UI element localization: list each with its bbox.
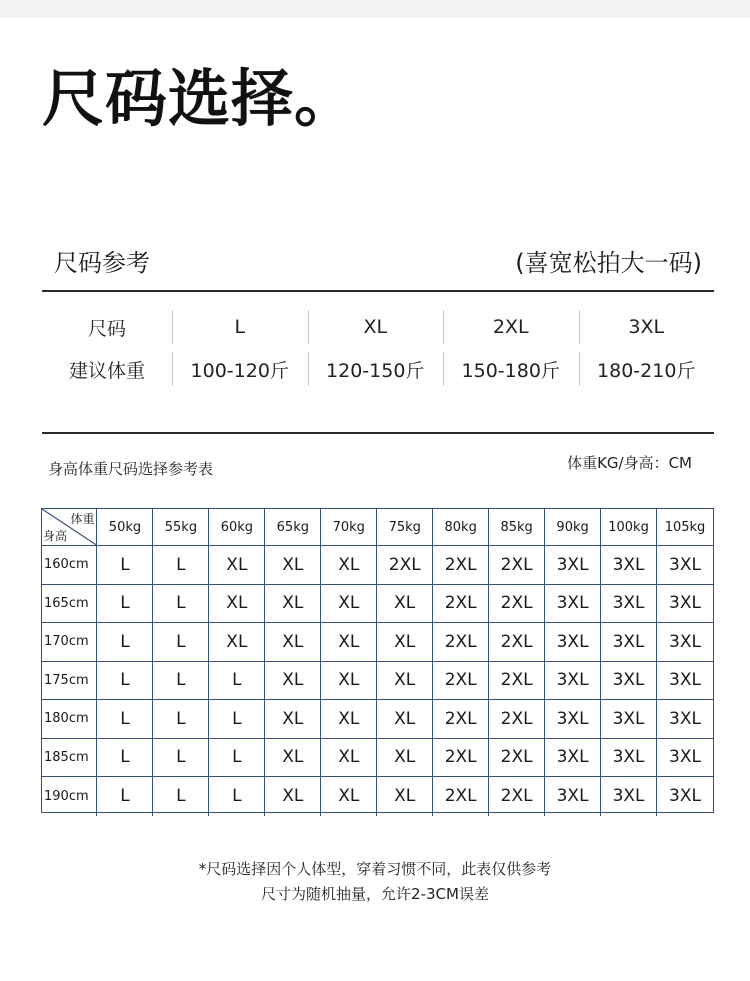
- size-cell: 3XL: [669, 631, 701, 652]
- weight-header-cell: 105kg: [664, 519, 706, 535]
- weight-header-cell: 60kg: [209, 509, 265, 545]
- size-cell: L: [153, 546, 209, 584]
- size-label: 尺码: [87, 317, 126, 340]
- size-cell: 2XL: [433, 777, 489, 816]
- size-cell: 2XL: [489, 739, 545, 777]
- size-cell: 3XL: [601, 546, 657, 584]
- size-cell: L: [97, 623, 153, 661]
- size-cell: 2XL: [489, 700, 545, 738]
- size-reference-table: [42, 306, 714, 390]
- size-cell: 3XL: [601, 700, 657, 738]
- weight-value: 150-180斤: [443, 348, 579, 390]
- table-row: [42, 739, 713, 778]
- footnote-2: 尺寸为随机抽量，允许2-3CM误差: [261, 885, 489, 903]
- size-cell: L: [97, 585, 153, 623]
- size-cell: 3XL: [545, 777, 601, 816]
- height-cell: 160cm: [42, 546, 97, 584]
- size-chart-grid: [41, 508, 714, 813]
- size-cell: XL: [321, 623, 377, 661]
- divider-top: [42, 290, 714, 292]
- size-cell: XL: [265, 585, 321, 623]
- size-reference-note: (喜宽松拍大一码): [515, 249, 702, 277]
- weight-header-cell: 55kg: [153, 509, 209, 545]
- height-cell: 190cm: [42, 777, 97, 816]
- weight-header-cell: 75kg: [377, 509, 433, 545]
- size-value: L: [172, 306, 308, 348]
- size-cell: 3XL: [545, 739, 601, 777]
- size-cell: 2XL: [433, 585, 489, 623]
- size-cell: XL: [209, 623, 265, 661]
- height-cell: 180cm: [42, 700, 97, 738]
- size-cell: 3XL: [601, 585, 657, 623]
- size-cell: L: [153, 662, 209, 700]
- size-cell: XL: [377, 623, 433, 661]
- size-cell: L: [97, 700, 153, 738]
- height-cell: 165cm: [42, 585, 97, 623]
- grid-corner-cell: [42, 509, 97, 545]
- weight-header-cell: 90kg: [545, 509, 601, 545]
- size-cell: XL: [265, 662, 321, 700]
- size-value: XL: [308, 306, 444, 348]
- size-cell: L: [97, 777, 153, 816]
- size-cell: XL: [377, 700, 433, 738]
- size-cell: XL: [265, 623, 321, 661]
- size-cell: XL: [321, 662, 377, 700]
- size-cell: L: [209, 777, 265, 816]
- height-cell: 185cm: [42, 739, 97, 777]
- size-cell: L: [97, 546, 153, 584]
- size-cell: L: [97, 739, 153, 777]
- height-cell: 175cm: [42, 662, 97, 700]
- size-cell: 2XL: [433, 700, 489, 738]
- size-cell: 2XL: [433, 546, 489, 584]
- size-cell: L: [153, 623, 209, 661]
- size-cell: 3XL: [545, 623, 601, 661]
- weight-label: 建议体重: [68, 359, 145, 382]
- size-cell: 3XL: [601, 623, 657, 661]
- size-cell: XL: [321, 739, 377, 777]
- chart-caption: 身高体重尺码选择参考表: [48, 460, 214, 478]
- corner-weight-label: 体重: [70, 512, 95, 526]
- size-cell: L: [153, 777, 209, 816]
- size-cell: 2XL: [433, 662, 489, 700]
- size-row: [42, 306, 714, 348]
- size-cell: 3XL: [545, 700, 601, 738]
- size-cell: XL: [265, 777, 321, 816]
- size-reference-heading: 尺码参考: [54, 249, 150, 277]
- size-cell: L: [153, 585, 209, 623]
- top-band: [0, 0, 750, 18]
- size-cell: 3XL: [545, 585, 601, 623]
- weight-header-cell: 100kg: [601, 509, 657, 545]
- size-cell: L: [153, 700, 209, 738]
- size-cell: XL: [377, 739, 433, 777]
- size-cell: 3XL: [545, 546, 601, 584]
- table-row: [42, 777, 713, 816]
- size-cell: 2XL: [433, 623, 489, 661]
- table-row: [42, 546, 713, 585]
- table-row: [42, 585, 713, 624]
- size-cell: XL: [321, 700, 377, 738]
- size-cell: L: [209, 739, 265, 777]
- size-cell: 2XL: [489, 623, 545, 661]
- size-cell: 3XL: [669, 670, 701, 691]
- size-cell: 3XL: [669, 708, 701, 729]
- chart-unit: 体重KG/身高：CM: [567, 454, 692, 472]
- size-cell: 3XL: [545, 662, 601, 700]
- size-value: 2XL: [443, 306, 579, 348]
- size-cell: 3XL: [601, 662, 657, 700]
- size-cell: XL: [377, 662, 433, 700]
- weight-value: 100-120斤: [172, 348, 308, 390]
- size-cell: 2XL: [489, 777, 545, 816]
- divider-bottom: [42, 432, 714, 434]
- size-cell: XL: [321, 585, 377, 623]
- size-cell: XL: [321, 546, 377, 584]
- size-cell: 3XL: [669, 593, 701, 614]
- weight-header-cell: 50kg: [97, 509, 153, 545]
- size-cell: XL: [209, 585, 265, 623]
- weight-header-cell: 80kg: [433, 509, 489, 545]
- table-row: [42, 662, 713, 701]
- weight-value: 180-210斤: [579, 348, 715, 390]
- size-cell: L: [153, 739, 209, 777]
- size-cell: L: [209, 700, 265, 738]
- size-cell: 2XL: [489, 662, 545, 700]
- size-cell: XL: [265, 739, 321, 777]
- weight-value: 120-150斤: [308, 348, 444, 390]
- table-row: [42, 700, 713, 739]
- size-cell: 2XL: [377, 546, 433, 584]
- height-cell: 170cm: [42, 623, 97, 661]
- weight-row: [42, 348, 714, 390]
- weight-header-cell: 85kg: [489, 509, 545, 545]
- size-cell: 3XL: [669, 747, 701, 768]
- size-cell: 3XL: [669, 786, 701, 807]
- size-cell: 3XL: [601, 739, 657, 777]
- size-cell: 3XL: [669, 554, 701, 575]
- table-row: [42, 623, 713, 662]
- page-title: 尺码选择。: [42, 62, 358, 135]
- size-cell: 2XL: [489, 546, 545, 584]
- size-cell: XL: [377, 585, 433, 623]
- size-cell: 3XL: [601, 777, 657, 816]
- size-cell: XL: [377, 777, 433, 816]
- size-cell: XL: [321, 777, 377, 816]
- size-cell: L: [209, 662, 265, 700]
- footnote-1: *尺码选择因个人体型，穿着习惯不同，此表仅供参考: [198, 860, 552, 878]
- weight-header-cell: 65kg: [265, 509, 321, 545]
- size-cell: XL: [265, 700, 321, 738]
- corner-height-label: 身高: [43, 529, 68, 543]
- size-cell: XL: [209, 546, 265, 584]
- size-cell: XL: [265, 546, 321, 584]
- grid-header-row: [42, 509, 713, 546]
- size-cell: 2XL: [489, 585, 545, 623]
- size-cell: L: [97, 662, 153, 700]
- size-cell: 2XL: [433, 739, 489, 777]
- weight-header-cell: 70kg: [321, 509, 377, 545]
- size-value: 3XL: [579, 306, 715, 348]
